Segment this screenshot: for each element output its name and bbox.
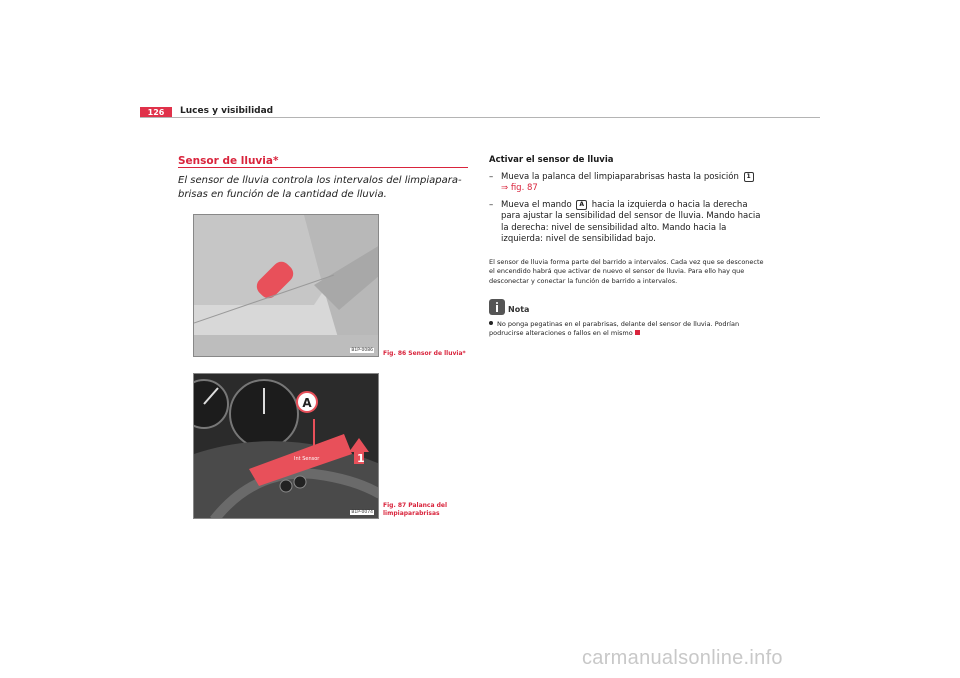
note-label: Nota — [508, 305, 530, 314]
bullet-icon — [489, 321, 493, 325]
figure-reference-link[interactable]: ⇒ fig. 87 — [501, 183, 538, 193]
page-number: 126 — [140, 107, 172, 118]
note-body — [489, 320, 769, 339]
figure-code: B1P-0086 — [351, 348, 373, 353]
figure-wiper-lever — [193, 373, 379, 519]
step-text-continued: hacia la izquierda o hacia la derecha para ajustar la sensibilidad del sensor de lluvia. Mando hacia la derecha: nivel de sensibilidad alto. Mando hacia la izquierda: nivel de sensibilidad bajo. — [501, 199, 761, 244]
title-divider — [178, 167, 468, 168]
watermark: carmanualsonline.info — [582, 647, 783, 669]
lever-text: Int Sensor — [294, 456, 320, 462]
note-header — [489, 298, 769, 316]
section-title: Sensor de lluvia* — [178, 155, 279, 167]
info-icon — [489, 299, 505, 315]
rain-sensor-illustration — [194, 215, 379, 357]
body-paragraph: El sensor de lluvia forma parte del barrido a intervalos. Cada vez que se desconecte el encendido habrá que activar de nuevo el sensor de lluvia. Para ello hay que desconectar y conectar la función de barrido a intervalos. — [489, 257, 764, 285]
figure-caption: Fig. 87 Palanca del limpiaparabrisas — [383, 502, 448, 517]
position-marker: 1 — [744, 172, 754, 182]
instructions-column — [489, 155, 769, 339]
section-intro: El sensor de lluvia controla los intervalos del limpiapara-brisas en función de la cantidad de lluvia. — [178, 175, 462, 200]
step-dash: – — [489, 171, 494, 182]
figure-rain-sensor — [193, 214, 379, 357]
wiper-lever-illustration — [194, 374, 379, 519]
step-text: Mueva la palanca del limpiaparabrisas hasta la posición — [501, 171, 739, 182]
step-dash: – — [489, 199, 494, 210]
label-a: A — [302, 396, 312, 410]
step-text: Mueva el mando — [501, 199, 572, 210]
end-marker-icon — [635, 330, 640, 335]
label-1: 1 — [357, 452, 365, 465]
instruction-step — [489, 200, 769, 246]
figure-caption: Fig. 86 Sensor de lluvia* — [383, 350, 466, 357]
header-divider — [140, 117, 820, 118]
instruction-step — [489, 172, 769, 195]
instructions-heading: Activar el sensor de lluvia — [489, 155, 614, 165]
figure-code: B1P-0074 — [351, 510, 373, 515]
note-text: No ponga pegatinas en el parabrisas, delante del sensor de lluvia. Podrían podrucirse alteraciones o fallos en el mismo — [489, 319, 740, 337]
running-title: Luces y visibilidad — [180, 106, 274, 116]
control-marker: A — [576, 200, 587, 210]
